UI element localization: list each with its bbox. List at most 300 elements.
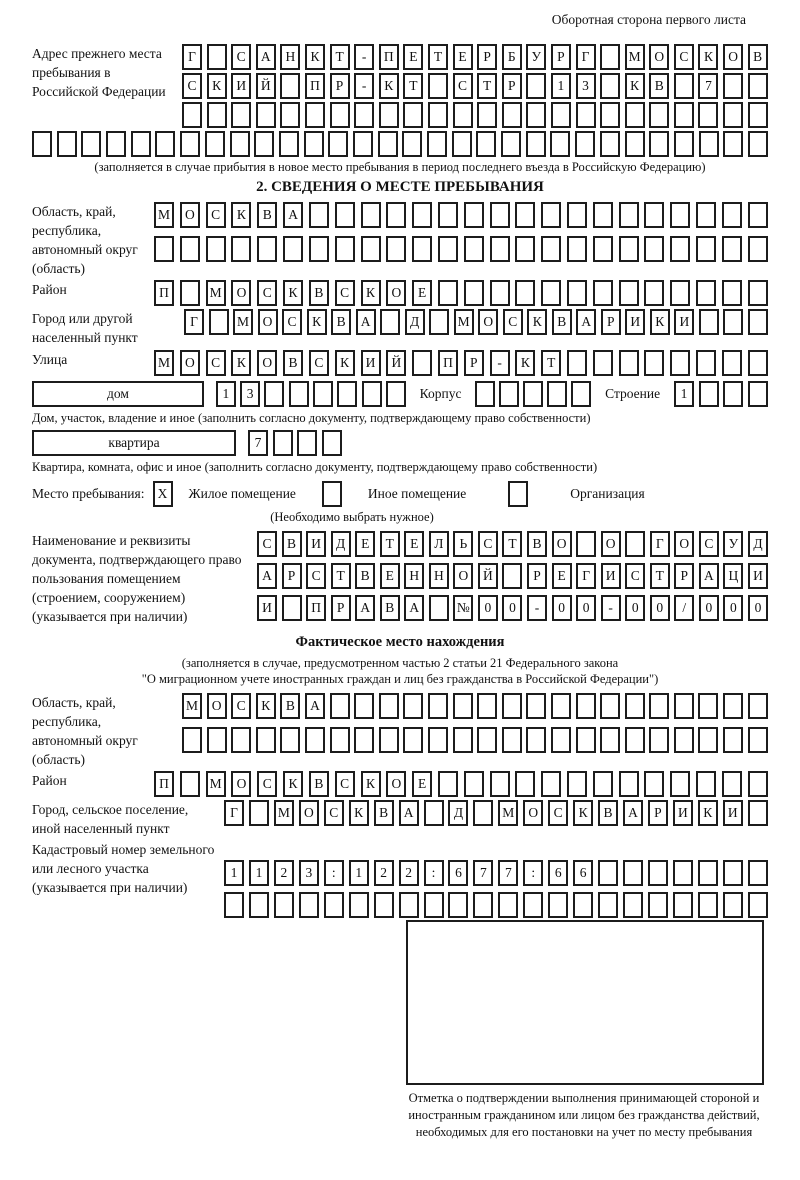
cadastral-row-2 xyxy=(224,892,768,918)
char-box xyxy=(438,236,458,262)
city-row-s2 xyxy=(32,309,768,347)
char-box: С xyxy=(206,202,226,228)
char-box: 0 xyxy=(650,595,670,621)
char-box: К xyxy=(698,44,718,70)
char-box: И xyxy=(257,595,277,621)
char-box xyxy=(699,381,719,407)
char-box: П xyxy=(306,595,326,621)
char-box xyxy=(490,771,510,797)
char-box xyxy=(453,102,473,128)
char-box xyxy=(551,102,571,128)
char-box xyxy=(353,131,373,157)
char-box: В xyxy=(257,202,277,228)
char-box xyxy=(698,727,718,753)
char-box xyxy=(464,202,484,228)
char-box xyxy=(600,44,620,70)
char-box xyxy=(305,102,325,128)
char-box xyxy=(674,73,694,99)
char-box xyxy=(649,693,669,719)
char-box xyxy=(297,430,317,456)
char-box: И xyxy=(723,800,743,826)
char-box: Т xyxy=(403,73,423,99)
char-box: А xyxy=(257,563,277,589)
district-row-s3 xyxy=(32,771,768,797)
char-box xyxy=(567,350,587,376)
char-box xyxy=(541,202,561,228)
char-box xyxy=(600,102,620,128)
char-box: А xyxy=(404,595,424,621)
apartment-cells xyxy=(248,430,342,456)
char-box xyxy=(593,280,613,306)
char-box: О xyxy=(258,309,278,335)
char-box: М xyxy=(206,771,226,797)
char-box: С xyxy=(453,73,473,99)
char-box: М xyxy=(206,280,226,306)
char-box xyxy=(154,236,174,262)
document-label: Наименование и реквизиты документа, подтверждающего право пользования помещением (строением, сооружением) (указывается при наличии) xyxy=(32,533,242,624)
char-box: 0 xyxy=(552,595,572,621)
char-box: Г xyxy=(224,800,244,826)
stay-checkbox-organization xyxy=(508,481,528,507)
char-box: 7 xyxy=(498,860,518,886)
document-row-2 xyxy=(257,563,768,589)
char-box xyxy=(464,280,484,306)
char-box xyxy=(722,350,742,376)
char-box: Г xyxy=(650,531,670,557)
char-box: У xyxy=(526,44,546,70)
char-box: Р xyxy=(331,595,351,621)
char-box: 0 xyxy=(576,595,596,621)
char-box: И xyxy=(674,309,694,335)
char-box: 3 xyxy=(299,860,319,886)
char-box xyxy=(619,280,639,306)
char-box xyxy=(207,727,227,753)
char-box xyxy=(399,892,419,918)
house-row xyxy=(32,381,768,407)
char-box xyxy=(748,350,768,376)
char-box xyxy=(600,73,620,99)
char-box: С xyxy=(335,280,355,306)
char-box: О xyxy=(257,350,277,376)
char-box: О xyxy=(601,531,621,557)
char-box xyxy=(502,563,522,589)
char-box: С xyxy=(257,280,277,306)
district-cells-s2 xyxy=(154,280,768,306)
char-box: С xyxy=(478,531,498,557)
char-box xyxy=(429,595,449,621)
char-box: В xyxy=(355,563,375,589)
char-box: - xyxy=(490,350,510,376)
char-box xyxy=(254,131,274,157)
char-box: 2 xyxy=(399,860,419,886)
char-box xyxy=(526,102,546,128)
char-box xyxy=(309,202,329,228)
char-box: - xyxy=(354,73,374,99)
char-box xyxy=(473,800,493,826)
char-box: А xyxy=(356,309,376,335)
char-box: В xyxy=(331,309,351,335)
char-box xyxy=(748,727,768,753)
char-box: В xyxy=(527,531,547,557)
korpus-cells xyxy=(475,381,591,407)
char-box: С xyxy=(335,771,355,797)
char-box: П xyxy=(154,280,174,306)
char-box: О xyxy=(552,531,572,557)
char-box xyxy=(722,280,742,306)
char-box: О xyxy=(231,771,251,797)
char-box xyxy=(696,350,716,376)
char-box xyxy=(548,892,568,918)
char-box xyxy=(644,350,664,376)
char-box: В xyxy=(380,595,400,621)
char-box: И xyxy=(673,800,693,826)
char-box: С xyxy=(231,44,251,70)
char-box: 6 xyxy=(573,860,593,886)
char-box: Т xyxy=(428,44,448,70)
char-box xyxy=(619,236,639,262)
page-side-note: Оборотная сторона первого листа xyxy=(551,12,746,27)
char-box: А xyxy=(699,563,719,589)
char-box: Т xyxy=(477,73,497,99)
char-box xyxy=(309,236,329,262)
char-box xyxy=(464,236,484,262)
char-box: А xyxy=(576,309,596,335)
region-block-s3 xyxy=(32,693,768,769)
char-box: С xyxy=(306,563,326,589)
char-box xyxy=(748,800,768,826)
char-box xyxy=(182,102,202,128)
char-box xyxy=(567,771,587,797)
char-box xyxy=(541,771,561,797)
char-box: Р xyxy=(477,44,497,70)
char-box: Р xyxy=(502,73,522,99)
char-box xyxy=(473,892,493,918)
char-box xyxy=(623,860,643,886)
char-box: 6 xyxy=(448,860,468,886)
char-box xyxy=(576,531,596,557)
char-box xyxy=(699,309,719,335)
char-box xyxy=(598,860,618,886)
region-label-s3: Область, край, республика, автономный округ (область) xyxy=(32,695,138,767)
char-box xyxy=(723,727,743,753)
char-box xyxy=(567,202,587,228)
char-box: М xyxy=(625,44,645,70)
prev-address-row-2 xyxy=(182,73,768,99)
char-box xyxy=(670,350,690,376)
char-box xyxy=(328,131,348,157)
char-box xyxy=(379,693,399,719)
char-box: Е xyxy=(412,280,432,306)
char-box: К xyxy=(515,350,535,376)
char-box: 3 xyxy=(576,73,596,99)
char-box xyxy=(575,131,595,157)
char-box: И xyxy=(601,563,621,589)
document-row-3 xyxy=(257,595,768,621)
actual-location-title: Фактическое место нахождения xyxy=(295,634,505,650)
char-box xyxy=(452,131,472,157)
char-box: К xyxy=(231,202,251,228)
char-box: № xyxy=(453,595,473,621)
char-box: М xyxy=(154,202,174,228)
char-box xyxy=(374,892,394,918)
char-box xyxy=(547,381,567,407)
char-box xyxy=(696,280,716,306)
char-box xyxy=(249,892,269,918)
char-box xyxy=(696,236,716,262)
char-box: 0 xyxy=(723,595,743,621)
char-box xyxy=(722,202,742,228)
char-box xyxy=(280,73,300,99)
char-box: Р xyxy=(551,44,571,70)
char-box xyxy=(305,727,325,753)
char-box xyxy=(412,236,432,262)
district-label-s3: Район xyxy=(32,773,67,788)
region-row-2-s3 xyxy=(182,727,768,753)
char-box: 3 xyxy=(240,381,260,407)
char-box: Е xyxy=(403,44,423,70)
region-row-1-s3 xyxy=(182,693,768,719)
stamp-box xyxy=(406,920,764,1085)
char-box: О xyxy=(299,800,319,826)
char-box: 7 xyxy=(473,860,493,886)
char-box xyxy=(593,771,613,797)
char-box: О xyxy=(723,44,743,70)
char-box xyxy=(698,693,718,719)
char-box: К xyxy=(307,309,327,335)
char-box xyxy=(576,727,596,753)
char-box xyxy=(412,350,432,376)
char-box xyxy=(257,236,277,262)
char-box xyxy=(32,131,52,157)
char-box xyxy=(273,430,293,456)
char-box xyxy=(330,693,350,719)
char-box: О xyxy=(478,309,498,335)
char-box: Г xyxy=(576,44,596,70)
document-block xyxy=(32,531,768,626)
char-box xyxy=(264,381,284,407)
char-box xyxy=(335,202,355,228)
char-box xyxy=(429,309,449,335)
char-box: 2 xyxy=(274,860,294,886)
char-box: Т xyxy=(650,563,670,589)
city-row-s3 xyxy=(32,800,768,838)
prev-address-note: (заполняется в случае прибытия в новое место пребывания в период последнего въезда в Российскую Федерацию) xyxy=(94,160,706,174)
char-box: Р xyxy=(601,309,621,335)
char-box xyxy=(256,727,276,753)
char-box: К xyxy=(207,73,227,99)
char-box xyxy=(424,800,444,826)
char-box xyxy=(231,102,251,128)
char-box xyxy=(475,381,495,407)
char-box xyxy=(249,800,269,826)
char-box xyxy=(322,481,342,507)
char-box xyxy=(289,381,309,407)
char-box xyxy=(502,727,522,753)
char-box xyxy=(593,202,613,228)
char-box xyxy=(550,131,570,157)
char-box: 1 xyxy=(216,381,236,407)
char-box: В xyxy=(649,73,669,99)
char-box xyxy=(573,892,593,918)
char-box xyxy=(428,727,448,753)
apartment-note: Квартира, комната, офис и иное (заполнить согласно документу, подтверждающему право собственности) xyxy=(32,460,598,474)
char-box xyxy=(282,595,302,621)
char-box xyxy=(748,771,768,797)
char-box: Т xyxy=(330,44,350,70)
char-box xyxy=(723,892,743,918)
char-box xyxy=(106,131,126,157)
char-box xyxy=(696,202,716,228)
char-box: П xyxy=(438,350,458,376)
char-box: О xyxy=(207,693,227,719)
prev-address-row-3 xyxy=(182,102,768,128)
char-box: : xyxy=(523,860,543,886)
char-box: - xyxy=(601,595,621,621)
char-box xyxy=(722,236,742,262)
char-box xyxy=(576,102,596,128)
char-box xyxy=(600,131,620,157)
char-box xyxy=(625,131,645,157)
char-box: О xyxy=(180,350,200,376)
char-box: П xyxy=(154,771,174,797)
stroenie-label: Строение xyxy=(605,386,661,401)
stay-checkbox-dwelling xyxy=(153,481,173,507)
char-box xyxy=(623,892,643,918)
char-box xyxy=(180,771,200,797)
char-box: В xyxy=(309,280,329,306)
char-box xyxy=(600,727,620,753)
char-box xyxy=(330,102,350,128)
char-box: - xyxy=(354,44,374,70)
char-box: Р xyxy=(330,73,350,99)
char-box xyxy=(526,727,546,753)
char-box xyxy=(402,131,422,157)
char-box xyxy=(723,102,743,128)
char-box: 1 xyxy=(224,860,244,886)
char-box: К xyxy=(283,280,303,306)
char-box: К xyxy=(256,693,276,719)
char-box xyxy=(515,236,535,262)
char-box: С xyxy=(182,73,202,99)
char-box xyxy=(81,131,101,157)
char-box xyxy=(498,892,518,918)
char-box: А xyxy=(399,800,419,826)
char-box xyxy=(337,381,357,407)
char-box: 1 xyxy=(551,73,571,99)
house-box-label: дом xyxy=(32,381,204,407)
char-box xyxy=(438,771,458,797)
char-box: П xyxy=(305,73,325,99)
char-box xyxy=(361,236,381,262)
char-box xyxy=(674,727,694,753)
char-box: В xyxy=(283,350,303,376)
char-box xyxy=(748,309,768,335)
char-box: Ь xyxy=(453,531,473,557)
char-box: : xyxy=(424,860,444,886)
char-box: 2 xyxy=(374,860,394,886)
char-box xyxy=(361,202,381,228)
char-box xyxy=(386,381,406,407)
char-box: И xyxy=(361,350,381,376)
stay-option-organization: Организация xyxy=(570,486,645,501)
char-box xyxy=(182,727,202,753)
char-box: С xyxy=(309,350,329,376)
apartment-box-label: квартира xyxy=(32,430,236,456)
char-box xyxy=(477,102,497,128)
char-box xyxy=(670,202,690,228)
char-box xyxy=(280,102,300,128)
prev-address-block xyxy=(32,44,768,128)
char-box xyxy=(649,131,669,157)
char-box xyxy=(541,236,561,262)
char-box xyxy=(748,73,768,99)
char-box: Н xyxy=(280,44,300,70)
char-box xyxy=(748,381,768,407)
char-box: В xyxy=(552,309,572,335)
char-box xyxy=(280,727,300,753)
char-box xyxy=(403,727,423,753)
char-box: Е xyxy=(355,531,375,557)
char-box xyxy=(723,73,743,99)
char-box: Д xyxy=(405,309,425,335)
char-box xyxy=(279,131,299,157)
char-box: Р xyxy=(648,800,668,826)
char-box: Н xyxy=(404,563,424,589)
char-box: Е xyxy=(380,563,400,589)
char-box: К xyxy=(650,309,670,335)
stay-type-note: (Необходимо выбрать нужное) xyxy=(270,510,434,524)
char-box xyxy=(644,771,664,797)
char-box: 0 xyxy=(748,595,768,621)
char-box: К xyxy=(379,73,399,99)
char-box: О xyxy=(453,563,473,589)
char-box: Р xyxy=(674,563,694,589)
char-box: Е xyxy=(453,44,473,70)
char-box xyxy=(274,892,294,918)
char-box xyxy=(438,202,458,228)
char-box: Р xyxy=(282,563,302,589)
char-box xyxy=(207,102,227,128)
char-box xyxy=(490,280,510,306)
char-box xyxy=(224,892,244,918)
char-box xyxy=(499,381,519,407)
char-box xyxy=(231,727,251,753)
char-box: - xyxy=(527,595,547,621)
district-cells-s3 xyxy=(154,771,768,797)
char-box: Й xyxy=(256,73,276,99)
char-box: Е xyxy=(412,771,432,797)
char-box: Ц xyxy=(723,563,743,589)
char-box xyxy=(515,202,535,228)
char-box xyxy=(625,727,645,753)
char-box xyxy=(551,693,571,719)
char-box: О xyxy=(386,771,406,797)
street-row xyxy=(32,350,768,376)
char-box: В xyxy=(374,800,394,826)
char-box xyxy=(698,860,718,886)
char-box: Л xyxy=(429,531,449,557)
char-box xyxy=(523,381,543,407)
house-number-cells xyxy=(216,381,406,407)
char-box xyxy=(698,102,718,128)
char-box xyxy=(696,771,716,797)
char-box xyxy=(502,102,522,128)
char-box: К xyxy=(361,280,381,306)
char-box: X xyxy=(153,481,173,507)
char-box: Е xyxy=(404,531,424,557)
char-box xyxy=(476,131,496,157)
char-box: С xyxy=(257,771,277,797)
